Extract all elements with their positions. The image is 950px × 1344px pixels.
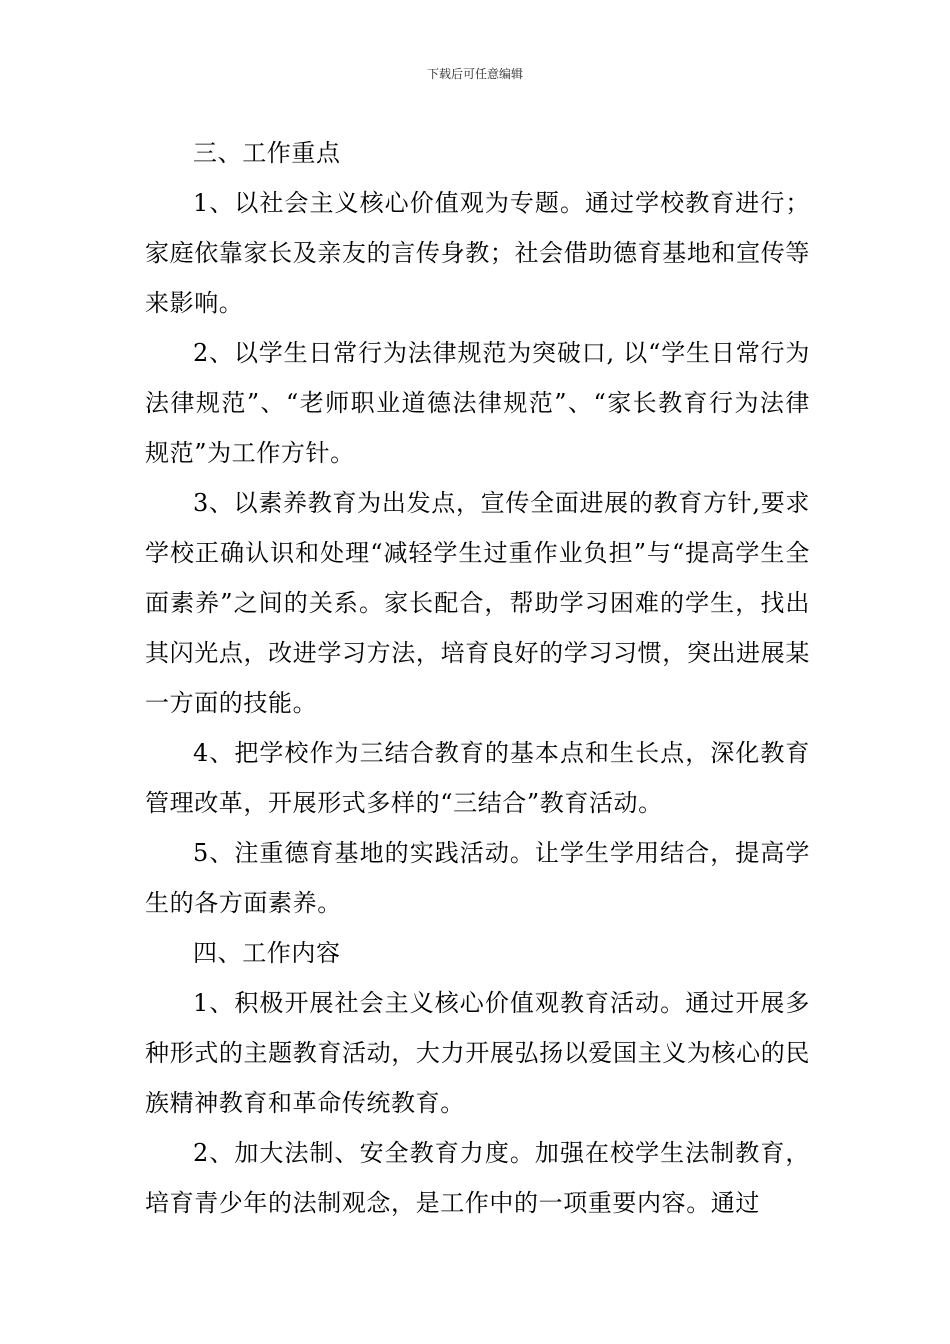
paragraph: 4、把学校作为三结合教育的基本点和生长点，深化教育管理改革，开展形式多样的“三结合”教育活动。 — [145, 739, 810, 817]
paragraph: 1、以社会主义核心价值观为专题。通过学校教育进行；家庭依靠家长及亲友的言传身教；社会借助德育基地和宣传等来影响。 — [145, 189, 810, 317]
paragraph: 1、积极开展社会主义核心价值观教育活动。通过开展多种形式的主题教育活动，大力开展弘扬以爱国主义为核心的民族精神教育和革命传统教育。 — [145, 989, 810, 1117]
paragraph: 3、以素养教育为出发点，宣传全面进展的教育方针,要求学校正确认识和处理“减轻学生过重作业负担”与“提高学生全面素养”之间的关系。家长配合，帮助学习困难的学生，找出其闪光点，改进学习方法，培育良好的学习习惯，突出进展某一方面的技能。 — [145, 489, 810, 717]
section-heading: 三、工作重点 — [193, 139, 341, 167]
paragraph: 5、注重德育基地的实践活动。让学生学用结合，提高学生的各方面素养。 — [145, 839, 810, 917]
paragraph: 2、以学生日常行为法律规范为突破口, 以“学生日常行为法律规范”、“老师职业道德法律规范”、“家长教育行为法律规范”为工作方针。 — [145, 339, 810, 467]
document-body — [145, 128, 810, 1228]
page-header: 下载后可任意编辑 — [426, 67, 523, 81]
paragraph: 2、加大法制、安全教育力度。加强在校学生法制教育，培育青少年的法制观念，是工作中的一项重要内容。通过 — [145, 1139, 810, 1217]
section-heading: 四、工作内容 — [193, 939, 341, 967]
